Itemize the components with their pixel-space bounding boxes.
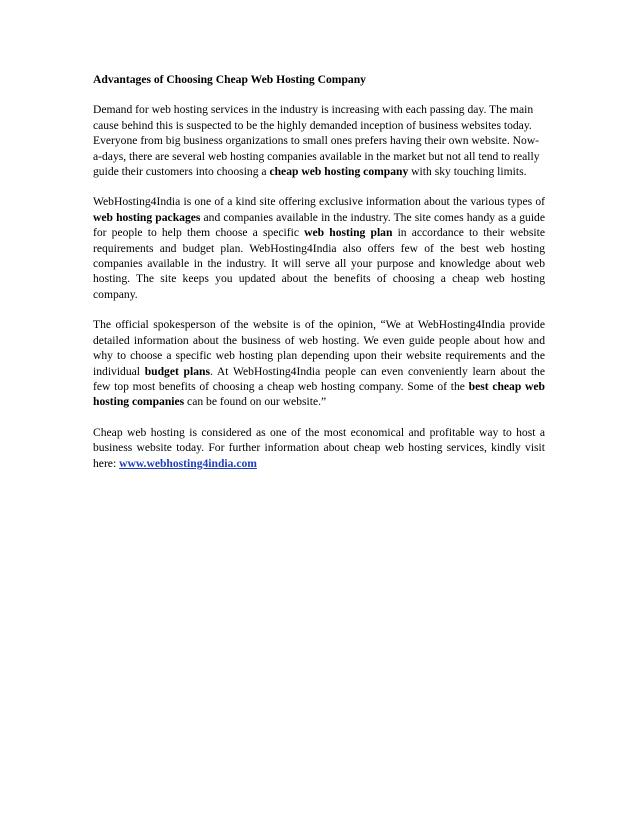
paragraph-3-text-1: The official spokesperson of the website is of the opinion, “We at WebHosting4India provide detailed information about the business of web hosting. We even guide people about how and why to choose a specific web hosting plan depending upon their website requirements and the individual: [93, 318, 545, 378]
paragraph-3-bold-1: budget plans: [144, 364, 210, 378]
paragraph-3-bold-2: best cheap web hosting companies: [93, 379, 545, 409]
paragraph-2-bold-1: web hosting packages: [93, 210, 201, 224]
paragraph-4-text-1: Cheap web hosting is considered as one of the most economical and profitable way to host a business website today. For further information about cheap web hosting services, kindly visit here:: [93, 425, 545, 470]
paragraph-1-bold-1: cheap web hosting company: [269, 165, 409, 179]
paragraph-1: [93, 102, 545, 179]
paragraph-2-text-2: and companies available in the industry. The site comes handy as a guide for people to help them choose a specific: [93, 210, 545, 240]
paragraph-2-text-3: in accordance to their website requirements and budget plan. WebHosting4India also offers few of the best web hosting companies available in the industry. It will serve all your purpose and knowledge about web hosting. The site keeps you updated about the benefits of choosing a cheap web hosting company.: [93, 226, 545, 301]
paragraph-2-bold-2: web hosting plan: [304, 226, 393, 240]
website-link[interactable]: www.webhosting4india.com: [119, 456, 257, 470]
paragraph-3-text-3: can be found on our website.”: [184, 395, 327, 409]
paragraph-3-text-2: . At WebHosting4India people can even conveniently learn about the few top most benefits of choosing a cheap web hosting company. Some of the: [93, 364, 545, 393]
document-page: [93, 72, 545, 486]
paragraph-4: [93, 425, 545, 471]
paragraph-3: [93, 317, 545, 409]
paragraph-2-text-1: WebHosting4India is one of a kind site offering exclusive information about the various types of: [93, 195, 545, 209]
paragraph-1-text-2: with sky touching limits.: [408, 165, 527, 179]
document-title: Advantages of Choosing Cheap Web Hosting Company: [93, 73, 366, 86]
paragraph-1-text-1: Demand for web hosting services in the industry is increasing with each passing day. The main cause behind this is suspected to be the highly demanded inception of business websites today. Everyone from big business organizations to small ones prefers having their own website. Now-a-days, there are several web hosting companies available in the market but not all tend to really guide their customers into choosing a: [93, 103, 540, 179]
paragraph-2: [93, 194, 545, 302]
